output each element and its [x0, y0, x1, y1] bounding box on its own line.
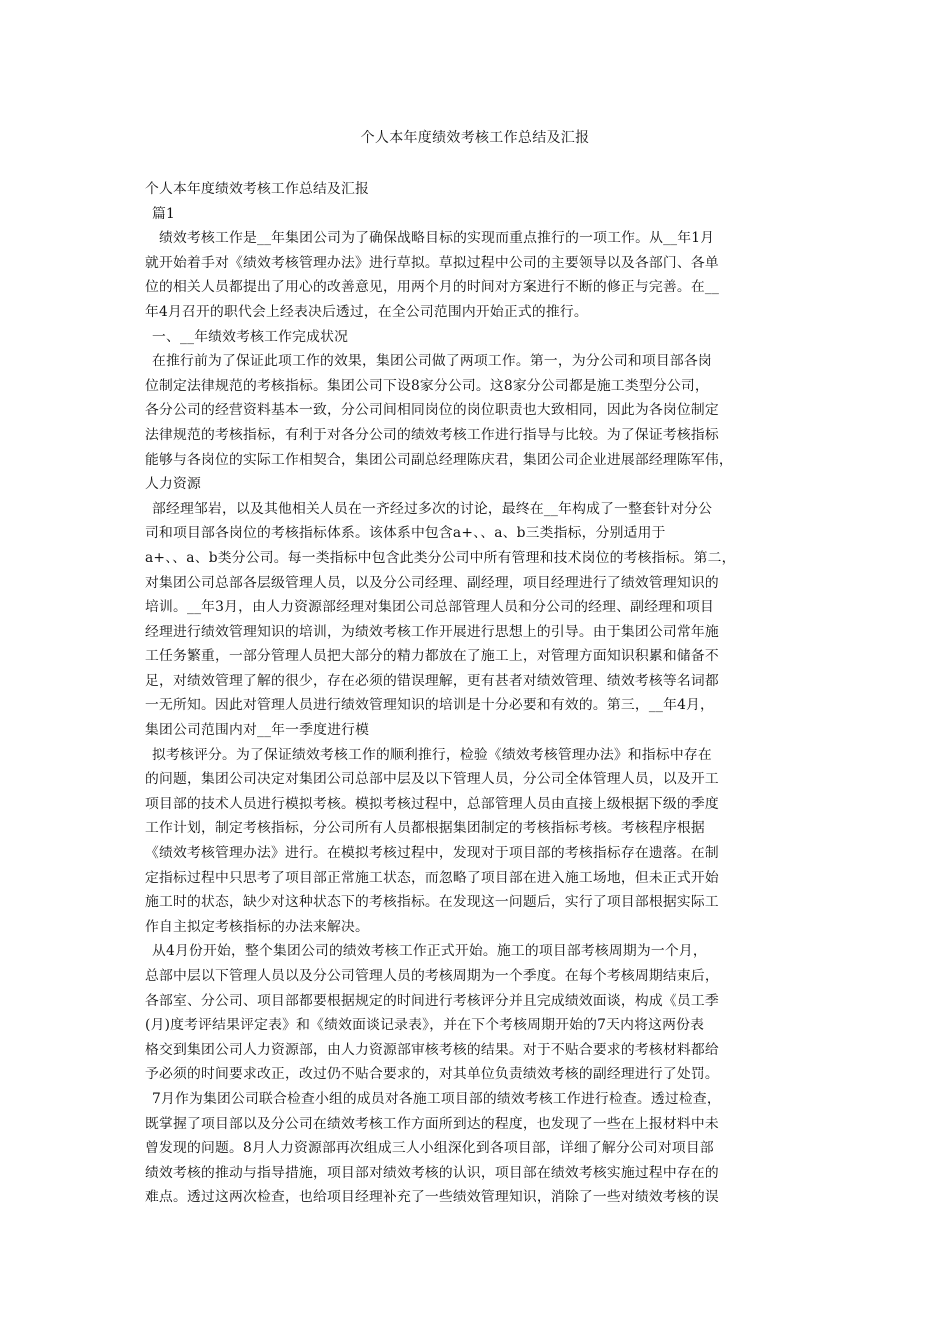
- text-line: 工作计划，制定考核指标，分公司所有人员都根据集团制定的考核指标考核。考核程序根据: [145, 820, 705, 837]
- text-line: 经理进行绩效管理知识的培训，为绩效考核工作开展进行思想上的引导。由于集团公司常年施: [145, 623, 719, 640]
- text-line: 法律规范的考核指标，有利于对各分公司的绩效考核工作进行指导与比较。为了保证考核指标: [145, 426, 719, 443]
- text-line: 既掌握了项目部以及分公司在绩效考核工作方面所到达的程度，也发现了一些在上报材料中未: [145, 1115, 719, 1132]
- text-line: 位的相关人员都提出了用心的改善意见，用两个月的时间对方案进行不断的修正与完善。在__: [145, 279, 720, 296]
- text-line: 绩效考核的推动与指导措施，项目部对绩效考核的认识，项目部在绩效考核实施过程中存在的: [145, 1164, 719, 1181]
- text-line: 定指标过程中只思考了项目部正常施工状态，而忽略了项目部在进入施工场地，但未正式开始: [145, 869, 719, 886]
- text-line: 拟考核评分。为了保证绩效考核工作的顺利推行，检验《绩效考核管理办法》和指标中存在: [152, 746, 712, 763]
- text-line: 篇1: [152, 205, 175, 222]
- text-line: 集团公司范围内对__年一季度进行模: [145, 722, 370, 739]
- document-body: [145, 177, 807, 1210]
- text-line: 《绩效考核管理办法》进行。在模拟考核过程中，发现对于项目部的考核指标存在遗落。在制: [145, 845, 719, 862]
- text-line: 能够与各岗位的实际工作相契合，集团公司副总经理陈庆君，集团公司企业进展部经理陈军伟，: [145, 451, 733, 468]
- document-title: 个人本年度绩效考核工作总结及汇报: [360, 130, 590, 146]
- text-line: 格交到集团公司人力资源部，由人力资源部审核考核的结果。对于不贴合要求的考核材料都给: [145, 1041, 719, 1058]
- text-line: 年4月召开的职代会上经表决后透过，在全公司范围内开始正式的推行。: [145, 303, 588, 320]
- text-line: 总部中层以下管理人员以及分公司管理人员的考核周期为一个季度。在每个考核周期结束后，: [145, 968, 719, 984]
- text-line: 施工时的状态，缺少对这种状态下的考核指标。在发现这一问题后，实行了项目部根据实际工: [145, 894, 719, 911]
- text-line: 各部室、分公司、项目部都要根据规定的时间进行考核评分并且完成绩效面谈，构成《员工季: [145, 992, 719, 1009]
- text-line: 一、__年绩效考核工作完成状况: [152, 328, 349, 345]
- text-line: 曾发现的问题。8月人力资源部再次组成三人小组深化到各项目部，详细了解分公司对项目部: [145, 1140, 714, 1157]
- text-line: 一无所知。因此对管理人员进行绩效管理知识的培训是十分必要和有效的。第三，__年4月，: [145, 697, 715, 714]
- text-line: 的问题，集团公司决定对集团公司总部中层及以下管理人员，分公司全体管理人员，以及开工: [145, 771, 719, 788]
- text-line: 作自主拟定考核指标的办法来解决。: [145, 918, 369, 935]
- text-line: 难点。透过这两次检查，也给项目经理补充了一些绩效管理知识，消除了一些对绩效考核的误: [145, 1189, 719, 1206]
- text-line: 足，对绩效管理了解的很少，存在必须的错误理解，更有甚者对绩效管理、绩效考核等名词都: [145, 672, 719, 689]
- text-line: 位制定法律规范的考核指标。集团公司下设8家分公司。这8家分公司都是施工类型分公司，: [145, 377, 709, 394]
- text-line: 7月作为集团公司联合检查小组的成员对各施工项目部的绩效考核工作进行检查。透过检查，: [152, 1090, 721, 1107]
- text-line: 绩效考核工作是__年集团公司为了确保战略目标的实现而重点推行的一项工作。从__年1月: [159, 230, 715, 247]
- text-line: 个人本年度绩效考核工作总结及汇报: [145, 181, 369, 197]
- text-line: 予必须的时间要求改正，改过仍不贴合要求的，对其单位负责绩效考核的副经理进行了处罚。: [145, 1066, 719, 1083]
- text-line: 部经理邹岩，以及其他相关人员在一齐经过多次的讨论，最终在__年构成了一整套针对分公: [152, 500, 713, 517]
- text-line: (月)度考评结果评定表》和《绩效面谈记录表》，并在下个考核周期开始的7天内将这两份表: [145, 1017, 705, 1034]
- text-line: 就开始着手对《绩效考核管理办法》进行草拟。草拟过程中公司的主要领导以及各部门、各单: [145, 254, 719, 271]
- text-line: 在推行前为了保证此项工作的效果，集团公司做了两项工作。第一，为分公司和项目部各岗: [152, 353, 712, 370]
- text-line: 从4月份开始，整个集团公司的绩效考核工作正式开始。施工的项目部考核周期为一个月，: [152, 943, 707, 960]
- text-line: 各分公司的经营资料基本一致，分公司间相同岗位的岗位职责也大致相同，因此为各岗位制定: [145, 402, 719, 419]
- text-line: 项目部的技术人员进行模拟考核。模拟考核过程中，总部管理人员由直接上级根据下级的季度: [145, 795, 719, 812]
- text-line: 司和项目部各岗位的考核指标体系。该体系中包含a+、、a、b三类指标，分别适用于: [145, 525, 666, 542]
- text-line: 人力资源: [145, 476, 201, 493]
- text-line: 培训。__年3月，由人力资源部经理对集团公司总部管理人员和分公司的经理、副经理和项目: [145, 599, 715, 616]
- text-line: 工任务繁重，一部分管理人员把大部分的精力都放在了施工上，对管理方面知识积累和储备不: [145, 648, 719, 665]
- text-line: a+、、a、b类分公司。每一类指标中包含此类分公司中所有管理和技术岗位的考核指标。第二，: [145, 549, 736, 566]
- text-line: 对集团公司总部各层级管理人员，以及分公司经理、副经理，项目经理进行了绩效管理知识的: [145, 574, 719, 591]
